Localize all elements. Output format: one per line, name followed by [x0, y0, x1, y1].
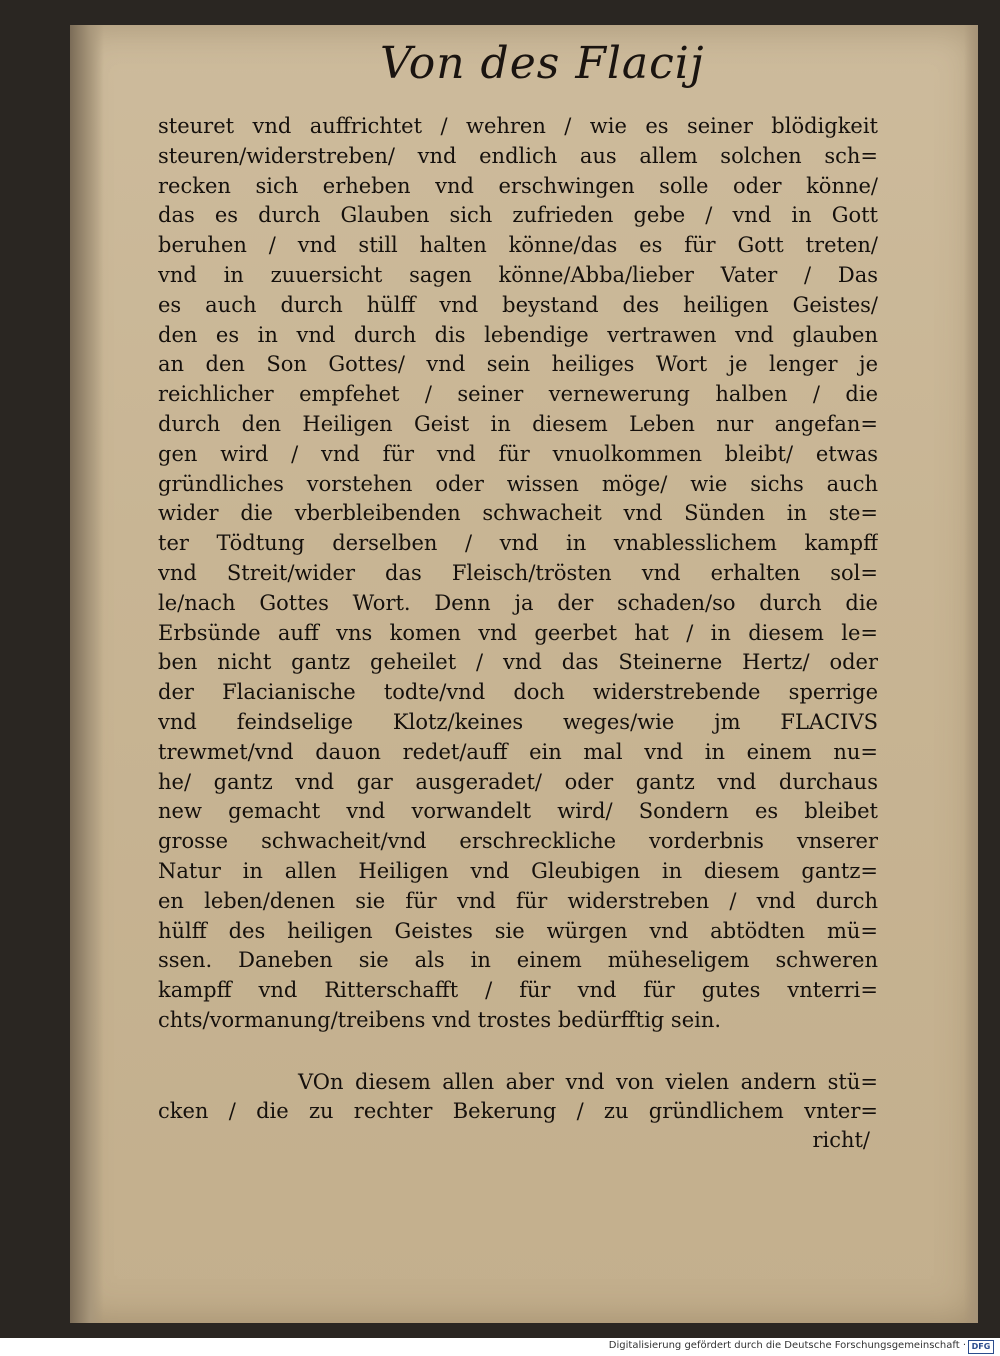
text-line: ben nicht gantz geheilet / vnd das Steinerne Hertz/ oder — [158, 650, 878, 675]
catchword: richt/ — [812, 1128, 870, 1152]
text-line: steuret vnd auffrichtet / wehren / wie es seiner blödigkeit — [158, 114, 878, 138]
text-line: der Flacianische todte/vnd doch widerstrebende sperrige — [158, 680, 878, 705]
text-line: beruhen / vnd still halten könne/das es für Gott treten/ — [158, 233, 878, 258]
text-line: le/nach Gottes Wort. Denn ja der schaden/so durch die — [158, 590, 878, 615]
text-line: vnd Streit/wider das Fleisch/trösten vnd erhalten sol= — [158, 560, 878, 585]
text-line: en leben/denen sie für vnd für widerstreben / vnd durch — [158, 888, 878, 913]
text-line: wider die vberbleibenden schwacheit vnd Sünden in ste= — [158, 501, 878, 526]
text-line: vnd in zuuersicht sagen könne/Abba/lieber Vater / Das — [158, 262, 878, 287]
text-line: es auch durch hülff vnd beystand des heiligen Geistes/ — [158, 292, 878, 317]
text-line: trewmet/vnd dauon redet/auff ein mal vnd in einem nu= — [158, 739, 878, 764]
text-line: cken / die zu rechter Bekerung / zu gründlichem vnter= — [158, 1099, 878, 1123]
dfg-logo-icon: DFG — [968, 1340, 994, 1354]
text-line: an den Son Gottes/ vnd sein heiliges Wort je lenger je — [158, 352, 878, 377]
text-line: durch den Heiligen Geist in diesem Leben nur angefan= — [158, 411, 878, 436]
text-line: vnd feindselige Klotz/keines weges/wie jm FLACIVS — [158, 709, 878, 734]
text-line: VOn diesem allen aber vnd von vielen andern stü= — [298, 1070, 878, 1094]
text-line: das es durch Glauben sich zufrieden gebe / vnd in Gott — [158, 203, 878, 228]
text-line: den es in vnd durch dis lebendige vertrawen vnd glauben — [158, 322, 878, 347]
text-line: Natur in allen Heiligen vnd Gleubigen in diesem gantz= — [158, 858, 878, 883]
text-line: grosse schwacheit/vnd erschreckliche vorderbnis vnserer — [158, 829, 878, 854]
text-line: he/ gantz vnd gar ausgeradet/ oder gantz vnd durchaus — [158, 769, 878, 794]
text-line: hülff des heiligen Geistes sie würgen vnd abtödten mü= — [158, 918, 878, 943]
running-head: Von des Flacij — [380, 38, 705, 89]
text-line: recken sich erheben vnd erschwingen solle oder könne/ — [158, 173, 878, 198]
text-line: reichlicher empfehet / seiner vernewerung halben / die — [158, 382, 878, 407]
text-line: Erbsünde auff vns komen vnd geerbet hat / in diesem le= — [158, 620, 878, 645]
text-line: chts/vormanung/treibens vnd trostes bedürfftig sein. — [158, 1007, 722, 1032]
text-line: gründliches vorstehen oder wissen möge/ wie sichs auch — [158, 471, 878, 496]
text-line: ter Tödtung derselben / vnd in vnablesslichem kampff — [158, 531, 878, 556]
text-line: new gemacht vnd vorwandelt wird/ Sondern es bleibet — [158, 799, 878, 824]
text-line: gen wird / vnd für vnd für vnuolkommen bleibt/ etwas — [158, 441, 878, 466]
page-edge-shadow — [964, 25, 978, 1323]
text-line: steuren/widerstreben/ vnd endlich aus allem solchen sch= — [158, 143, 878, 168]
paragraph-2 — [158, 1068, 878, 1126]
paragraph-1 — [158, 112, 878, 1036]
text-line: kampff vnd Ritterschafft / für vnd für gutes vnterri= — [158, 978, 878, 1003]
footer-credit: Digitalisierung gefördert durch die Deutsche Forschungsgemeinschaft · — [608, 1340, 966, 1351]
text-line: ssen. Daneben sie als in einem müheseligem schweren — [158, 948, 878, 973]
page-spine-shadow — [70, 25, 104, 1323]
